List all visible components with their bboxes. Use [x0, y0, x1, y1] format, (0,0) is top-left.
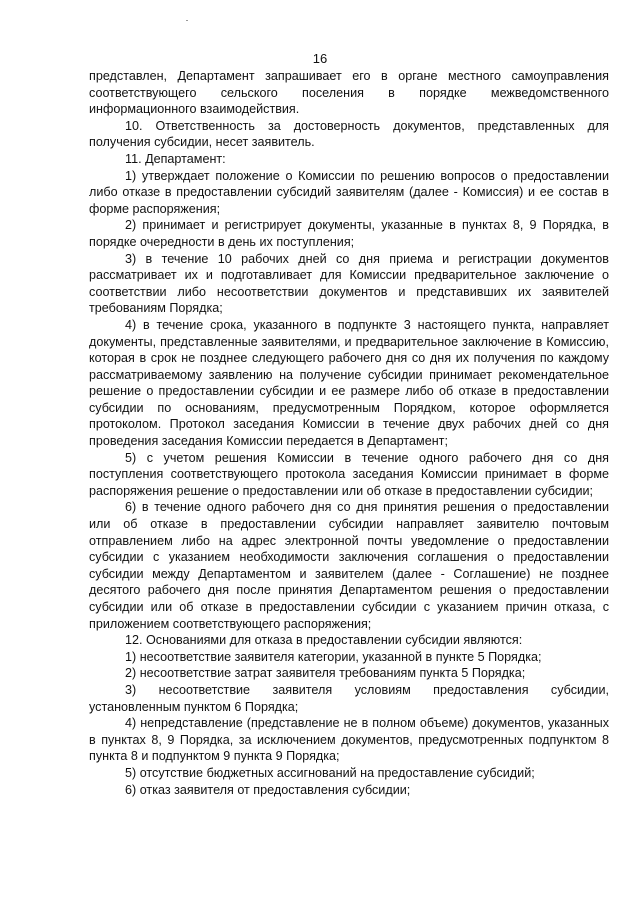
paragraph-item-11-6: 6) в течение одного рабочего дня со дня принятия решения о предоставлении или об отказе в предоставлении субсидии направляет заявителю почтовым отправлением либо на адрес электронной почты уведомление о предоставлении субсидии с указанием необходимости заключения соглашения о предоставлении субсидии между Департаментом и заявителем (далее - Соглашение) не позднее десятого рабочего дня после принятия Департаментом решения о предоставлении субсидии или об отказе в предоставлении субсидии с указанием причин отказа, с приложением соответствующего распоряжения; — [89, 500, 609, 631]
paragraph-item-11-2: 2) принимает и регистрирует документы, указанные в пунктах 8, 9 Порядка, в порядке очередности в день их поступления; — [89, 218, 609, 249]
paragraph-item-12-6: 6) отказ заявителя от предоставления субсидии; — [125, 782, 411, 797]
paragraph-item-12-4: 4) непредставление (представление не в полном объеме) документов, указанных в пунктах 8, 9 Порядка, за исключением документов, предусмотренных подпунктом 8 пункта 8 и подпунктом 9 пункта 9 Порядка; — [89, 716, 609, 764]
paragraph-continuation: представлен, Департамент запрашивает его в органе местного самоуправления соответствующего сельского поселения в порядке межведомственного информационного взаимодействия. — [89, 69, 609, 117]
page-number: 16 — [312, 51, 328, 66]
paragraph-item-12-5: 5) отсутствие бюджетных ассигнований на предоставление субсидий; — [125, 765, 535, 780]
paragraph-item-11-1: 1) утверждает положение о Комиссии по решению вопросов о предоставлении либо отказе в предоставлении субсидий заявителям (далее - Комиссия) и ее состав в форме распоряжения; — [89, 168, 609, 216]
paragraph-item-11: 11. Департамент: — [125, 151, 226, 166]
paragraph-item-11-4: 4) в течение срока, указанного в подпункте 3 настоящего пункта, направляет документы, представленные заявителями, и предварительное заключение в Комиссию, которая в срок не позднее следующего рабочего дня со дня их получения по каждому рассматриваемому заявлению на получение субсидии принимает рекомендательное решение о предоставлении субсидии и ее размере либо об отказе в предоставлении субсидии по основаниям, предусмотренным Порядком, которое оформляется протоколом. Протокол заседания Комиссии в течение двух рабочих дней со дня проведения заседания Комиссии передается в Департамент; — [89, 317, 609, 449]
paragraph-item-12: 12. Основаниями для отказа в предоставлении субсидии являются: — [125, 633, 523, 648]
paragraph-item-12-2: 2) несоответствие затрат заявителя требованиям пункта 5 Порядка; — [125, 666, 526, 681]
document-body — [89, 68, 609, 798]
paragraph-item-11-3: 3) в течение 10 рабочих дней со дня приема и регистрации документов рассматривает их и подготавливает для Комиссии предварительное заключение о соответствии либо несоответствии документов и представивших их заявителей требованиям Порядка; — [89, 251, 609, 316]
paragraph-item-12-1: 1) несоответствие заявителя категории, указанной в пункте 5 Порядка; — [125, 649, 542, 664]
paragraph-item-12-3: 3) несоответствие заявителя условиям предоставления субсидии, установленным пунктом 6 Порядка; — [89, 682, 609, 714]
paragraph-item-10: 10. Ответственность за достоверность документов, представленных для получения субсидии, несет заявитель. — [89, 118, 609, 150]
scan-speck — [186, 20, 188, 21]
paragraph-item-11-5: 5) с учетом решения Комиссии в течение одного рабочего дня со дня поступления соответствующего протокола заседания Комиссии принимает в форме распоряжения решение о предоставлении или об отказе в предоставлении субсидии; — [89, 450, 609, 498]
